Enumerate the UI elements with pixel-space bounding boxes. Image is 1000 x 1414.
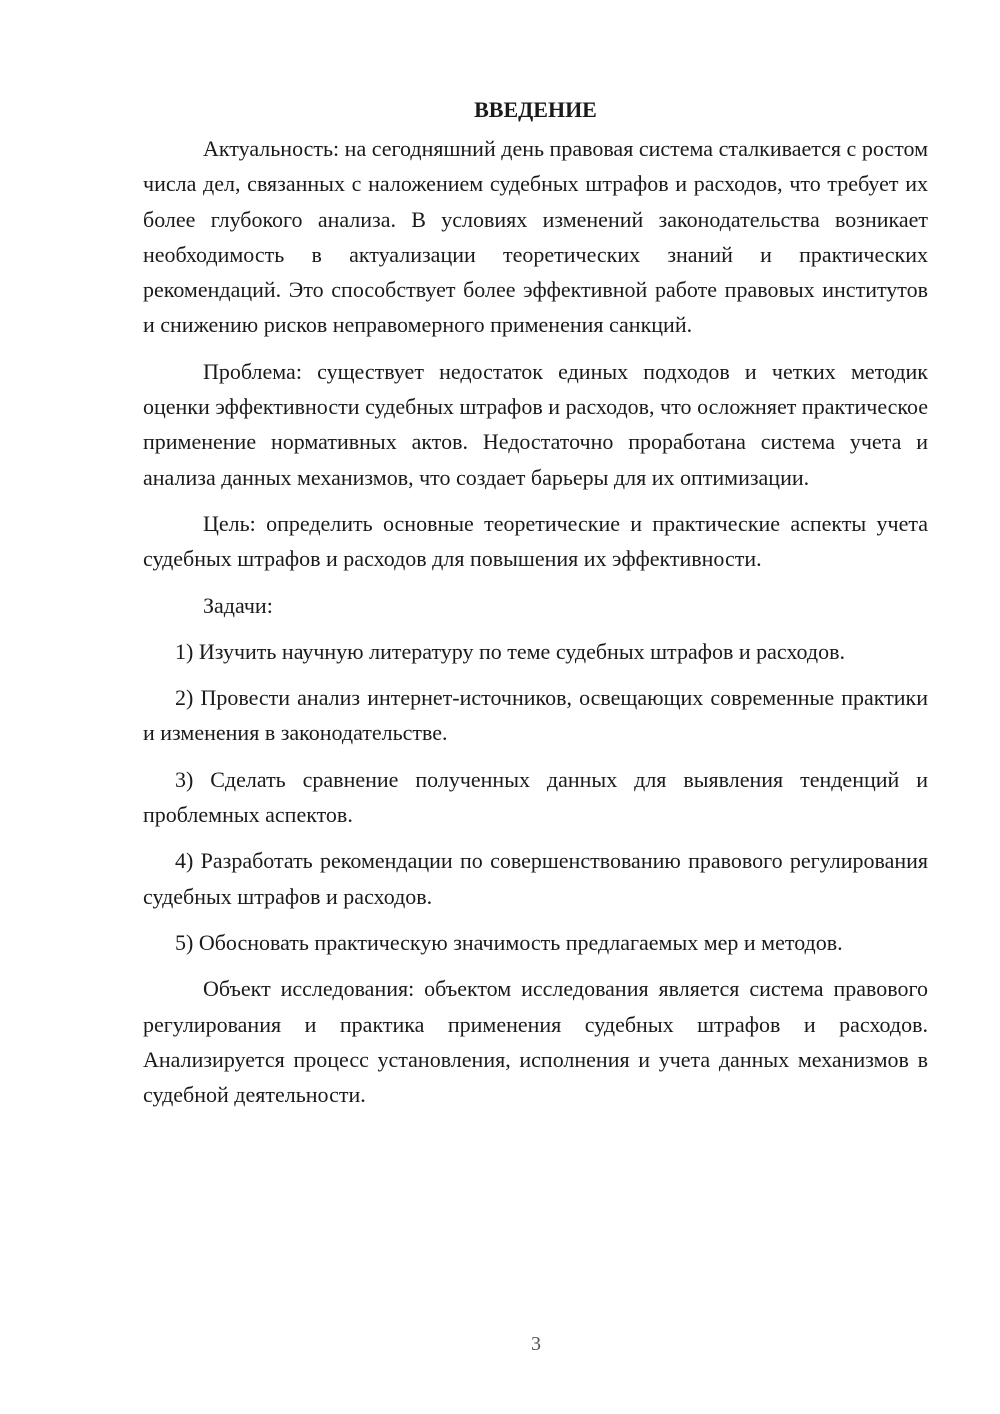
object-paragraph: Объект исследования: объектом исследования является система правового регулирования и практика применения судебных штрафов и расходов. Анализируется процесс установления, исполнения и учета данных механизмов в судебной деятельности. — [143, 976, 928, 1108]
goal-paragraph: Цель: определить основные теоретические и практические аспекты учета судебных штрафов и расходов для повышения их эффективности. — [143, 510, 928, 572]
task-item: 3) Сделать сравнение полученных данных для выявления тенденций и проблемных аспектов. — [143, 766, 928, 828]
task-item: 4) Разработать рекомендации по совершенствованию правового регулирования судебных штрафов и расходов. — [143, 848, 928, 909]
page-content — [143, 92, 928, 1123]
problem-paragraph: Проблема: существует недостаток единых подходов и четких методик оценки эффективности судебных штрафов и расходов, что осложняет практическое применение нормативных актов. Недостаточно проработана система учета и анализа данных механизмов, что создает барьеры для их оптимизации. — [143, 358, 928, 490]
section-title: ВВЕДЕНИЕ — [474, 97, 597, 122]
task-item: 1) Изучить научную литературу по теме судебных штрафов и расходов. — [175, 638, 845, 664]
task-item: 2) Провести анализ интернет-источников, освещающих современные практики и изменения в законодательстве. — [143, 685, 928, 746]
task-item: 5) Обосновать практическую значимость предлагаемых мер и методов. — [175, 929, 843, 955]
page-number: 3 — [531, 1333, 541, 1355]
tasks-heading: Задачи: — [203, 592, 273, 618]
relevance-paragraph: Актуальность: на сегодняшний день правовая система сталкивается с ростом числа дел, связанных с наложением судебных штрафов и расходов, что требует их более глубокого анализа. В условиях изменений законодательства возникает необходимость в актуализации теоретических знаний и практических рекомендаций. Это способствует более эффективной работе правовых институтов и снижению рисков неправомерного применения санкций. — [143, 136, 928, 338]
